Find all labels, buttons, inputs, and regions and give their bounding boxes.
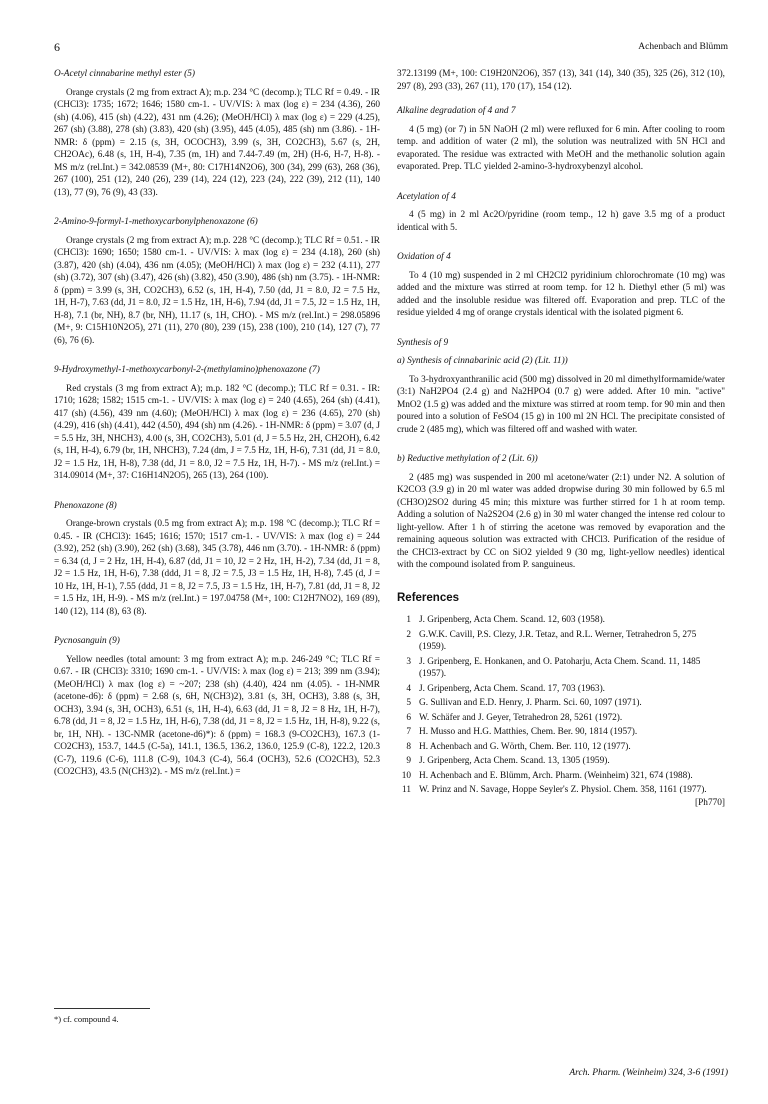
reference-text: G. Sullivan and E.D. Henry, J. Pharm. Sci. 60, 1097 (1971). [419,698,642,708]
reference-number: 7 [406,727,411,737]
reference-number: 6 [406,712,411,723]
reference-number: 5 [406,698,411,708]
section-paragraph: 4 (5 mg) in 2 ml Ac2O/pyridine (room temp., 12 h) gave 3.5 mg of a product identical with 5. [397,210,725,233]
right-column [397,68,725,811]
section-paragraph: Orange-brown crystals (0.5 mg from extract A); m.p. 198 °C (decomp.); TLC Rf = 0.45. - IR (CHCl3): 1645; 1616; 1570; 1517 cm-1. - UV/VIS: λ max (log ε) = 244 (3.92), 252 (sh) (3.90), 262 (sh) (3.68), 345 (3.78), 446 nm (3.70). - 1H-NMR: δ (ppm) = 6.34 (d, J = 2 Hz, 1H, H-4), 6.87 (dd, J1 = 10, J2 = 2 Hz, 1H, H-2), 7.34 (dd, J1 = 8, J2 = 1.5 Hz, 1H, H-6), 7.38 (ddd, J1 = 8, J2 = 7.5, J3 = 1.5 Hz, 1H, H-8), 7.45 (d, J = 10 Hz, 1H, H-1), 7.55 (ddd, J1 = 8, J2 = 7.5, J3 = 1.5 Hz, 1H, H-7), 7.81 (dd, J1 = 8, J2 = 1.5 Hz, 1H, H-9). - MS m/z (rel.Int.) = 197.04758 (M+, 100: C12H7NO2), 169 (89), 140 (12), 114 (8), 63 (8). [54,519,380,617]
section-paragraph: 2 (485 mg) was suspended in 200 ml acetone/water (2:1) under N2. A solution of K2CO3 (3.9 g) in 20 ml water was added dropwise during 30 min followed by 6.5 ml (CH3O)2SO2 during 45 min; this mixture was further stirred for 1 h at room temp. Adding a solution of Na2S2O4 (2.6 g) in 30 ml water changed the intense red colour to light-yellow. After 1 h of stirring the acetone was removed by evaporation and the remaining aqueous solution was extracted with CHCl3. Purification of the residue of the CHCl3-extract by CC on SiO2 yielded 9 (30 mg, light-yellow needles) identical with the compound isolated from P. sanguineus. [397,472,725,570]
section-heading: Synthesis of 9 [397,337,449,348]
footnote-divider [54,1008,150,1009]
reference-text: J. Gripenberg, Acta Chem. Scand. 17, 703 (1963). [419,683,605,694]
reference-text: J. Gripenberg, Acta Chem. Scand. 13, 1305 (1959). [419,756,610,766]
section-heading: 9-Hydroxymethyl-1-methoxycarbonyl-2-(methylamino)phenoxazone (7) [54,365,320,375]
section-heading: Alkaline degradation of 4 and 7 [397,106,516,116]
section-heading: b) Reductive methylation of 2 (Lit. 6)) [397,454,538,464]
section-heading: Oxidation of 4 [397,252,451,262]
reference-text: H. Achenbach and E. Blümm, Arch. Pharm. (Weinheim) 321, 674 (1988). [419,770,693,781]
section-alkaline-degradation [397,105,725,174]
reference-item [397,755,725,768]
reference-text: H. Musso and H.G. Matthies, Chem. Ber. 90, 1814 (1957). [419,727,638,737]
reference-item [397,784,725,809]
section-heading: Pycnosanguin (9) [54,636,120,646]
page-number: 6 [54,40,60,54]
section-synthesis [397,337,725,350]
reference-item [397,656,725,681]
section-synthesis-b [397,453,725,572]
references-title: References [397,591,460,604]
section-heading: O-Acetyl cinnabarine methyl ester (5) [54,69,195,79]
reference-number: 2 [406,629,411,640]
section-paragraph: 4 (5 mg) (or 7) in 5N NaOH (2 ml) were refluxed for 6 min. After cooling to room temp. and addition of water (2 ml), the solution was neutralized with 5N HCl and evaporated. The residue was extracted with MeOH and the methanolic solution again evaporated. Prep. TLC yielded 2-amino-3-hydroxybenzyl alcohol. [397,124,725,172]
reference-text-container [419,784,725,809]
section-heading: 2-Amino-9-formyl-1-methoxycarbonylphenoxazone (6) [54,217,258,227]
section-heading: Acetylation of 4 [397,191,456,202]
reference-text: G.W.K. Cavill, P.S. Clezy, J.R. Tetaz, and R.L. Werner, Tetrahedron 5, 275 (1959). [419,629,697,652]
reference-number: 1 [406,615,411,625]
section-compound-9 [54,635,380,779]
reference-item [397,741,725,754]
section-paragraph: Orange crystals (2 mg from extract A); m.p. 228 °C (decomp.); TLC Rf = 0.51. - IR (CHCl3): 1690; 1650; 1580 cm-1. - UV/VIS: λ max (log ε) = 234 (4.18), 260 (sh) (3.87), 420 (sh) (4.04), 436 nm (4.05); (MeOH/HCl) λ max (log ε) = 232 (4.11), 277 (sh) (3.72), 307 (sh) (3.47), 426 (sh) (3.82), 450 (3.90), 486 (sh) nm (3.75). - 1H-NMR: δ (ppm) = 3.99 (s, 3H, CO2CH3), 6.52 (s, 1H, H-4), 7.50 (dd, J1 = 8.0, J2 = 7.5 Hz, 1H, H-7), 7.63 (dd, J1 = 8.0, J2 = 1.5 Hz, 1H, H-6), 7.94 (dd, J1 = 7.5, J2 = 1.5 Hz, 1H, H-8), 7.1 (br, NH), 8.7 (br, NH), 11.17 (s, 1H, CHO). - MS m/z (rel.Int.) = 298.05896 (M+, 9: C15H10N2O5), 271 (11), 270 (80), 239 (15), 238 (100), 210 (14), 127 (7), 77 (6), 76 (6). [54,235,380,346]
reference-number: 10 [401,770,411,781]
reference-number: 9 [406,756,411,766]
reference-list [397,614,725,809]
reference-item [397,629,725,654]
reference-item [397,697,725,710]
reference-text: J. Gripenberg, E. Honkanen, and O. Patoharju, Acta Chem. Scand. 11, 1485 (1957). [419,656,701,679]
reference-text: W. Schäfer and J. Geyer, Tetrahedron 28, 5261 (1972). [419,712,623,723]
reference-text: W. Prinz and N. Savage, Hoppe Seyler's Z. Physiol. Chem. 358, 1161 (1977). [419,785,707,795]
section-oxidation [397,251,725,320]
section-compound-5 [54,68,380,199]
left-column [54,68,380,796]
section-compound-6 [54,216,380,347]
journal-footer: Arch. Pharm. (Weinheim) 324, 3-6 (1991) [569,1068,728,1078]
section-acetylation [397,191,725,235]
section-heading: Phenoxazone (8) [54,500,117,511]
section-paragraph: Red crystals (3 mg from extract A); m.p. 182 °C (decomp.); TLC Rf = 0.31. - IR: 1710; 1628; 1582; 1515 cm-1. - UV/VIS: λ max (log ε) = 240 (4.65), 264 (sh) (4.41), 417 (sh) (4.56), 439 nm (4.60); (MeOH/HCl) λ max (log ε) = 236 (4.65), 270 (sh) (4.29), 416 (sh) (4.41), 442 (4.50), 494 (sh) nm (4.26). - 1H-NMR: δ (ppm) = 3.07 (d, J = 5.5 Hz, 3H, NHCH3), 4.00 (s, 3H, CO2CH3), 5.01 (d, J = 5.5 Hz, 2H, CH2OH), 6.42 (s, 1H, H-4), 6.79 (br, 1H, NHCH3), 7.24 (dm, J = 7.5 Hz, 1H, H-6), 7.31 (dd, J1 = 8.0, J2 = 1.5 Hz, 1H, H-8), 7.38 (dd, J1 = 8.0, J2 = 7.5 Hz, 1H, H-7). - MS m/z (rel.Int.) = 314.09014 (M+, 37: C16H14N2O5), 265 (13), 264 (100). [54,383,380,481]
footnote: *) cf. compound 4. [54,1014,119,1024]
reference-item [397,770,725,783]
reference-item [397,712,725,725]
reference-text: H. Achenbach and G. Wörth, Chem. Ber. 110, 12 (1977). [419,741,631,752]
reference-number: 3 [406,656,411,667]
section-heading: a) Synthesis of cinnabarinic acid (2) (Lit. 11)) [397,356,568,366]
running-head: Achenbach and Blümm [638,42,728,52]
reference-item [397,726,725,739]
section-paragraph: Orange crystals (2 mg from extract A); m.p. 234 °C (decomp.); TLC Rf = 0.49. - IR (CHCl3): 1735; 1672; 1646; 1580 cm-1. - UV/VIS: λ max (log ε) = 234 (4.36), 260 (sh) (4.06), 415 (sh) (4.22), 431 nm (4.26); (MeOH/HCl) λ max (log ε) = 229 (4.25), 267 (sh) (3.88), 278 (sh) (3.83), 420 (sh) (3.95), 445 (4.05), 485 (sh) nm (3.86). - 1H-NMR: δ (ppm) = 2.15 (s, 3H, OCOCH3), 3.99 (s, 3H, CO2CH3), 5.67 (s, 2H, CH2OAc), 6.48 (s, 1H, H-4), 7.35 (m, 1H) and 7.44-7.49 (m, 2H) (H-6, H-7, H-8). - MS m/z (rel.Int.) = 342.08539 (M+, 80: C17H14N2O6), 300 (34), 299 (63), 268 (36), 267 (100), 251 (12), 240 (26), 239 (14), 224 (12), 223 (24), 222 (39), 212 (11), 140 (13), 77 (9), 76 (9), 43 (33). [54,87,380,198]
continued-paragraph: 372.13199 (M+, 100: C19H20N2O6), 357 (13), 341 (14), 340 (35), 325 (26), 312 (10), 297 (8), 293 (33), 267 (11), 170 (17), 154 (12). [397,69,725,92]
reference-number: 8 [406,741,411,752]
section-compound-8 [54,500,380,619]
section-paragraph: To 4 (10 mg) suspended in 2 ml CH2Cl2 pyridinium chlorochromate (10 mg) was added and the mixture was stirred at room temp. for 12 h. Diethyl ether (5 ml) was added and the insoluble residue was filtered off. Evaporation and prep. TLC of the residue yielded 4 mg of orange crystals identical with the isolated pigment 6. [397,270,725,318]
reference-item [397,614,725,627]
section-synthesis-a [397,355,725,436]
reference-text: J. Gripenberg, Acta Chem. Scand. 12, 603 (1958). [419,615,605,625]
manuscript-code: [Ph770] [695,797,725,808]
reference-number: 11 [402,785,411,795]
section-compound-7 [54,364,380,483]
reference-number: 4 [406,683,411,694]
section-paragraph: To 3-hydroxyanthranilic acid (500 mg) dissolved in 20 ml dimethylformamide/water (3:1) NaH2PO4 (2.4 g) and Na2HPO4 (0.7 g) were added. After 10 min. "active" MnO2 (1.5 g) was added and the mixture was stirred at room temp. for 90 min and then poured into a solution of FeSO4 (15 g) in 100 ml 2N HCl. The precipitate consisted of crude 2 (485 mg), which was filtered off and washed with water. [397,374,725,435]
section-paragraph: Yellow needles (total amount: 3 mg from extract A); m.p. 246-249 °C; TLC Rf = 0.67. - IR (CHCl3): 3310; 1690 cm-1. - UV/VIS: λ max (log ε) = 213; 399 nm (3.94); (MeOH/HCl) λ max (log ε) = ~207; 238 (sh) (4.40), 424 nm (4.05). - 1H-NMR (acetone-d6): δ (ppm) = 2.68 (s, 6H, N(CH3)2), 3.81 (s, 3H, OCH3), 3.88 (s, 3H, OCH3), 3.94 (s, 3H, OCH3), 6.51 (s, 1H, H-4), 6.63 (dd, J1 = 8, J2 = 8 Hz, 1H, H-7), 6.78 (dd, J1 = 8, J2 = 1.5 Hz, 1H, H-6), 7.38 (dd, J1 = 8, J2 = 1.5 Hz, 1H, H-8), 9.22 (s, br, 1H, NH). - 13C-NMR (acetone-d6)*): δ (ppm) = 168.3 (9-CO2CH3), 167.3 (1-CO2CH3), 153.7, 144.5 (C-5a), 141.1, 136.5, 136.2, 136.0, 125.9 (C-8), 122.2, 120.3 (C-7), 119.6 (C-6), 111.8 (C-9), 104.3 (C-4), 56.4 (OCH3), 52.6 (CO2CH3), 52.3 (CO2CH3), 43.5 (N(CH3)2). - MS m/z (rel.Int.) = [54,654,380,777]
reference-item [397,683,725,696]
